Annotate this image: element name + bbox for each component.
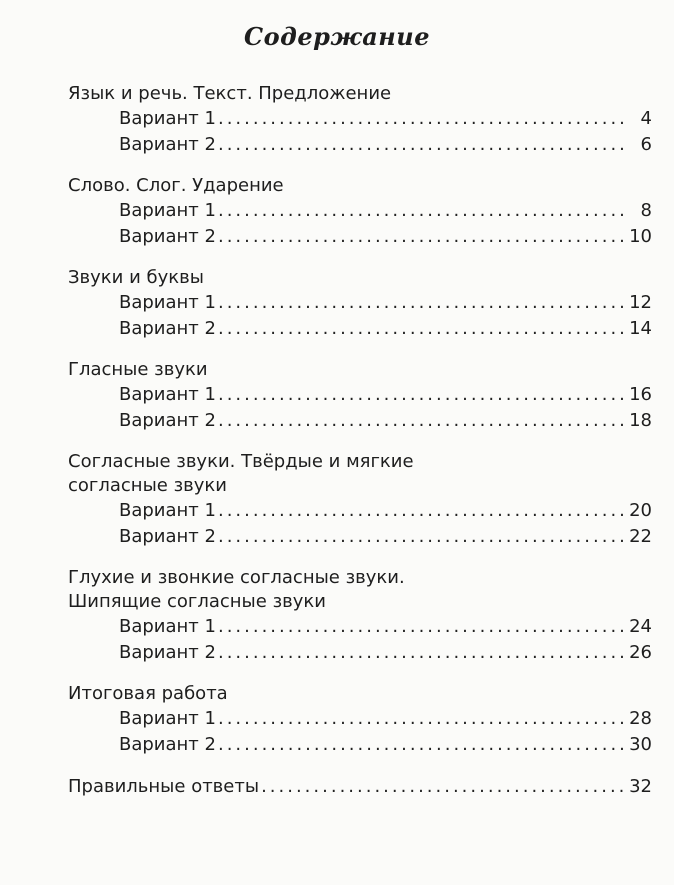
section-title: Язык и речь. Текст. Предложение — [68, 83, 392, 104]
toc-entry — [68, 774, 652, 800]
entry-label: Вариант 2 — [119, 526, 216, 547]
entry-label: Вариант 1 — [119, 108, 216, 129]
dot-leader — [218, 106, 628, 132]
section-title: Согласные звуки. Твёрдые и мягкие — [68, 451, 414, 472]
entry-label: Вариант 2 — [119, 134, 216, 155]
page-number: 18 — [629, 410, 652, 431]
table-of-contents — [68, 82, 652, 816]
page-number: 10 — [629, 226, 652, 247]
entry-label: Вариант 1 — [119, 200, 216, 221]
page-number: 14 — [629, 318, 652, 339]
page-number: 4 — [640, 108, 652, 129]
toc-entry — [68, 640, 652, 666]
entry-label: Вариант 2 — [119, 734, 216, 755]
entry-label: Вариант 2 — [119, 318, 216, 339]
entry-label: Вариант 2 — [119, 642, 216, 663]
dot-leader — [218, 614, 627, 640]
entry-label: Вариант 2 — [119, 410, 216, 431]
toc-section — [68, 682, 652, 758]
dot-leader — [218, 316, 627, 342]
toc-entry — [68, 408, 652, 434]
dot-leader — [218, 224, 627, 250]
page-title: Содержание — [244, 22, 430, 51]
dot-leader — [261, 774, 627, 800]
dot-leader — [218, 706, 627, 732]
toc-entry — [68, 706, 652, 732]
toc-entry — [68, 224, 652, 250]
page-number: 16 — [629, 384, 652, 405]
toc-section-answers — [68, 774, 652, 800]
entry-label: Вариант 1 — [119, 292, 216, 313]
page-number: 6 — [640, 134, 652, 155]
page-number: 28 — [629, 708, 652, 729]
page-number: 32 — [629, 776, 652, 797]
page-number: 22 — [629, 526, 652, 547]
dot-leader — [218, 290, 627, 316]
dot-leader — [218, 498, 627, 524]
dot-leader — [218, 524, 627, 550]
entry-label: Вариант 1 — [119, 616, 216, 637]
page-number: 20 — [629, 500, 652, 521]
section-title: Глухие и звонкие согласные звуки. — [68, 567, 405, 588]
section-title: согласные звуки — [68, 475, 227, 496]
toc-entry — [68, 614, 652, 640]
toc-entry — [68, 316, 652, 342]
dot-leader — [218, 382, 627, 408]
section-title: Гласные звуки — [68, 359, 208, 380]
section-title: Итоговая работа — [68, 683, 228, 704]
section-title: Шипящие согласные звуки — [68, 591, 326, 612]
page-number: 26 — [629, 642, 652, 663]
section-title: Звуки и буквы — [68, 267, 204, 288]
section-title: Слово. Слог. Ударение — [68, 175, 284, 196]
page-number: 30 — [629, 734, 652, 755]
toc-entry — [68, 132, 652, 158]
page-number: 12 — [629, 292, 652, 313]
toc-section — [68, 174, 652, 250]
dot-leader — [218, 732, 627, 758]
toc-entry — [68, 498, 652, 524]
dot-leader — [218, 198, 628, 224]
toc-section — [68, 566, 652, 666]
page-number: 24 — [629, 616, 652, 637]
toc-entry — [68, 106, 652, 132]
toc-section — [68, 82, 652, 158]
entry-label: Вариант 2 — [119, 226, 216, 247]
entry-label: Вариант 1 — [119, 708, 216, 729]
entry-label: Вариант 1 — [119, 500, 216, 521]
dot-leader — [218, 408, 627, 434]
toc-entry — [68, 198, 652, 224]
entry-label: Вариант 1 — [119, 384, 216, 405]
page-number: 8 — [640, 200, 652, 221]
toc-entry — [68, 732, 652, 758]
entry-label: Правильные ответы — [68, 776, 260, 797]
toc-section — [68, 358, 652, 434]
dot-leader — [218, 640, 627, 666]
toc-section — [68, 450, 652, 550]
toc-entry — [68, 382, 652, 408]
toc-section — [68, 266, 652, 342]
toc-entry — [68, 290, 652, 316]
dot-leader — [218, 132, 628, 158]
toc-entry — [68, 524, 652, 550]
